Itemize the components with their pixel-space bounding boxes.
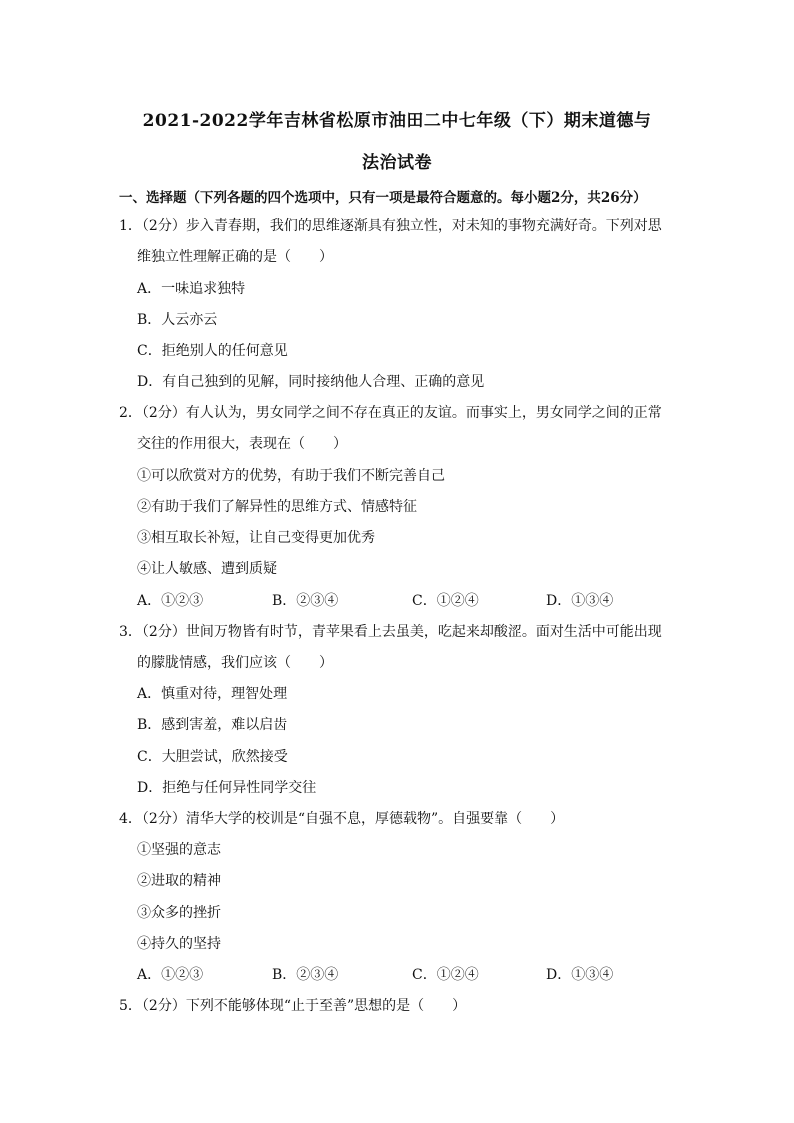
question-4-options [137, 965, 657, 985]
question-3-option-d: D．拒绝与任何异性同学交往 [137, 780, 317, 796]
question-4-item-3: ③众多的挫折 [137, 905, 221, 921]
question-5-stem: 5．（2分）下列不能够体现“止于至善”思想的是（ ） [119, 998, 467, 1014]
question-1-option-c: C．拒绝别人的任何意见 [137, 343, 288, 359]
question-1-option-b: B．人云亦云 [137, 312, 218, 328]
question-4-item-2: ②进取的精神 [137, 873, 221, 889]
question-3-option-b: B．感到害羞，难以启齿 [137, 717, 288, 733]
question-1-option-a: A．一味追求独特 [137, 281, 246, 297]
question-1-option-d: D．有自己独到的见解，同时接纳他人合理、正确的意见 [137, 374, 485, 390]
question-3-option-a: A．慎重对待，理智处理 [137, 686, 288, 702]
question-2-item-3: ③相互取长补短，让自己变得更加优秀 [137, 530, 375, 546]
question-2-option-d: D．①③④ [546, 593, 614, 609]
question-2-options [137, 591, 657, 611]
exam-title-line1: 2021-2022学年吉林省松原市油田二中七年级（下）期末道德与 [142, 111, 652, 131]
question-4-stem: 4．（2分）清华大学的校训是“自强不息，厚德载物”。自强要靠（ ） [119, 811, 565, 827]
question-4-item-1: ①坚强的意志 [137, 842, 221, 858]
question-3-stem-cont: 的朦胧情感，我们应该（ ） [137, 655, 333, 671]
question-4-option-b: B．②③④ [272, 967, 339, 983]
question-4-option-a: A．①②③ [137, 967, 204, 983]
question-4-option-d: D．①③④ [546, 967, 614, 983]
question-2-item-2: ②有助于我们了解异性的思维方式、情感特征 [137, 499, 417, 515]
question-1-stem-cont: 维独立性理解正确的是（ ） [137, 249, 333, 265]
question-1-stem: 1．（2分）步入青春期，我们的思维逐渐具有独立性，对未知的事物充满好奇。下列对思 [119, 218, 662, 234]
question-2-option-c: C．①②④ [412, 593, 479, 609]
section-heading: 一、选择题（下列各题的四个选项中，只有一项是最符合题意的。每小题2分，共26分） [119, 190, 647, 206]
question-2-item-4: ④让人敏感、遭到质疑 [137, 561, 277, 577]
exam-title-line2: 法治试卷 [362, 153, 432, 173]
question-4-option-c: C．①②④ [412, 967, 479, 983]
question-2-stem: 2．（2分）有人认为，男女同学之间不存在真正的友谊。而事实上，男女同学之间的正常 [119, 405, 662, 421]
question-3-option-c: C．大胆尝试，欣然接受 [137, 749, 288, 765]
question-4-item-4: ④持久的坚持 [137, 936, 221, 952]
question-2-option-b: B．②③④ [272, 593, 339, 609]
question-3-stem: 3．（2分）世间万物皆有时节，青苹果看上去虽美，吃起来却酸涩。面对生活中可能出现 [119, 624, 662, 640]
question-2-item-1: ①可以欣赏对方的优势，有助于我们不断完善自己 [137, 468, 445, 484]
question-2-option-a: A．①②③ [137, 593, 204, 609]
question-2-stem-cont: 交往的作用很大，表现在（ ） [137, 436, 347, 452]
